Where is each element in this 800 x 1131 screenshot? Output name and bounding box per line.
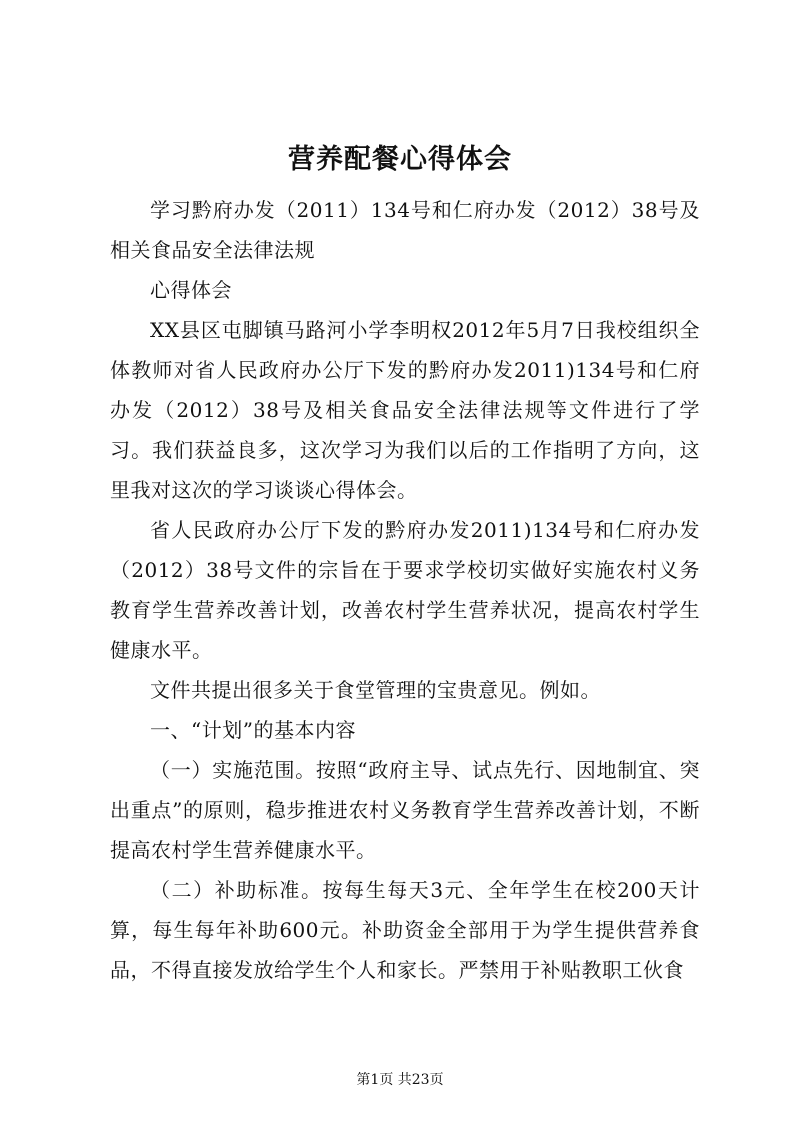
paragraph-intro: XX县区屯脚镇马路河小学李明权2012年5月7日我校组织全体教师对省人民政府办公厅下发的黔府办发2011)134号和仁府办发（2012）38号及相关食品安全法律法规等文件进行了学习。我们获益良多，这次学习为我们以后的工作指明了方向，这里我对这次的学习谈谈心得体会。 (110, 318, 700, 502)
paragraph-opinions: 文件共提出很多关于食堂管理的宝贵意见。例如。 (150, 678, 601, 702)
paragraph-subsidy: （二）补助标准。按每生每天3元、全年学生在校200天计算，每生每年补助600元。补助资金全部用于为学生提供营养食品，不得直接发放给学生个人和家长。严禁用于补贴教职工伙食 (110, 878, 700, 982)
section-heading-plan: 一、“计划”的基本内容 (150, 718, 356, 742)
document-title: 营养配餐心得体会 (288, 144, 512, 175)
paragraph-subtitle: 心得体会 (150, 278, 232, 302)
paragraph-purpose: 省人民政府办公厅下发的黔府办发2011)134号和仁府办发（2012）38号文件的宗旨在于要求学校切实做好实施农村义务教育学生营养改善计划，改善农村学生营养状况，提高农村学生健康水平。 (110, 518, 700, 662)
document-body (110, 190, 700, 990)
paragraph-study-subject: 学习黔府办发（2011）134号和仁府办发（2012）38号及相关食品安全法律法规 (110, 198, 700, 262)
paragraph-scope: （一）实施范围。按照“政府主导、试点先行、因地制宜、突出重点”的原则，稳步推进农村义务教育学生营养改善计划，不断提高农村学生营养健康水平。 (110, 758, 700, 862)
page-footer: 第1页 共23页 (356, 1072, 444, 1088)
